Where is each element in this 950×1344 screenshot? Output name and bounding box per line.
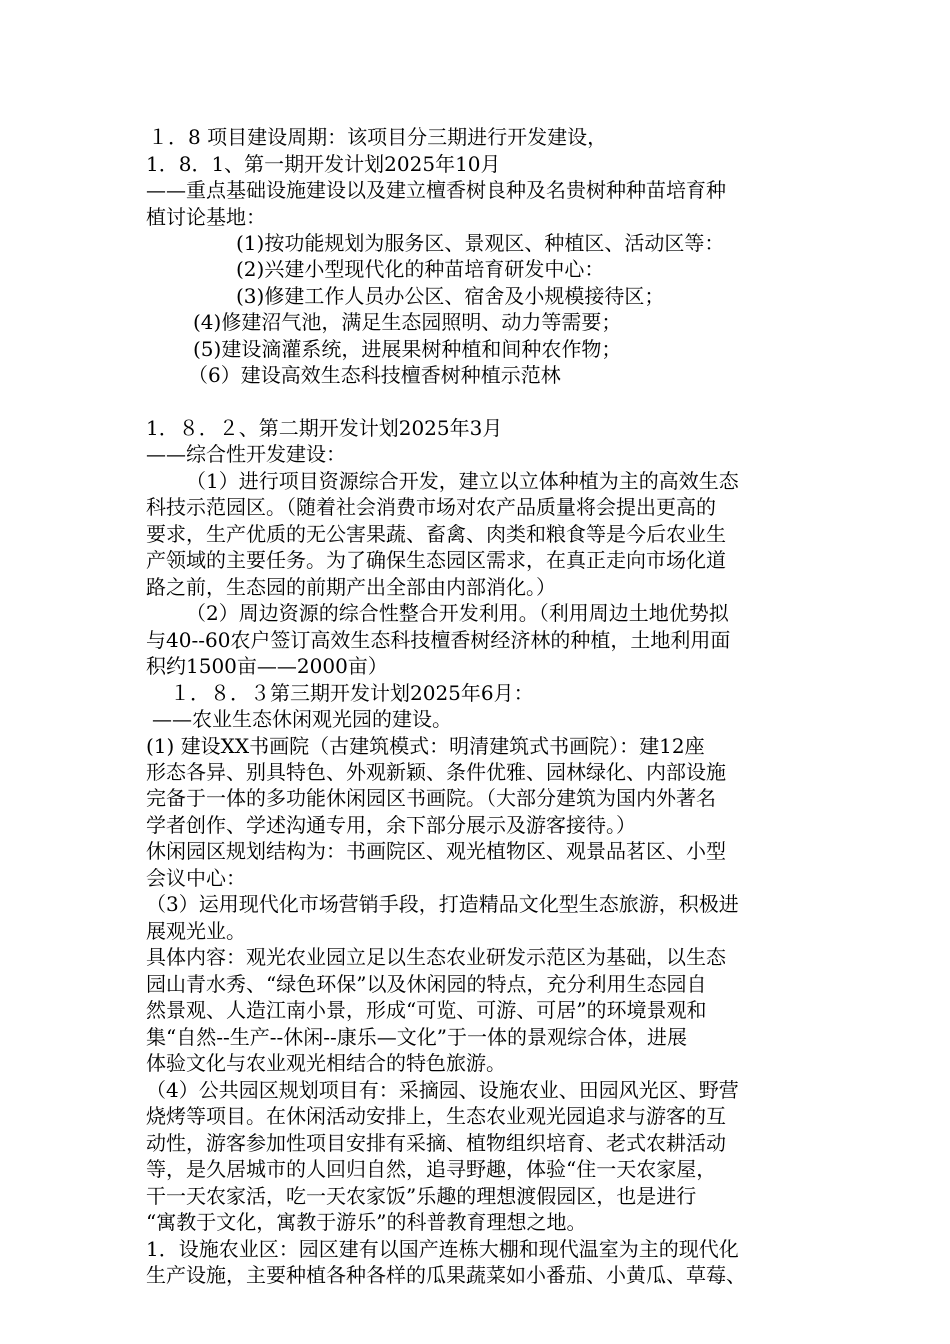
text-line: 然景观、人造江南小景，形成“可览、可游、可居”的环境景观和 (146, 998, 707, 1022)
text-line: 休闲园区规划结构为：书画院区、观光植物区、观景品茗区、小型 (146, 839, 726, 863)
text-line: 园山青水秀、“绿色环保”以及休闲园的特点，充分利用生态园自 (146, 972, 707, 996)
text-line: ——农业生态休闲观光园的建设。 (152, 707, 452, 731)
text-line: （2）周边资源的综合性整合开发利用。（利用周边土地优势拟 (186, 601, 729, 625)
text-line: （1）进行项目资源综合开发，建立以立体种植为主的高效生态 (186, 469, 739, 493)
text-line: 体验文化与农业观光相结合的特色旅游。 (146, 1051, 506, 1075)
text-line: 与40--60农户签订高效生态科技檀香树经济林的种植，土地利用面 (146, 628, 731, 652)
text-line: 集“自然--生产--休闲--康乐—文化”于一体的景观综合体，进展 (146, 1025, 687, 1049)
text-line: ——重点基础设施建设以及建立檀香树良种及名贵树种种苗培育种 (146, 178, 726, 202)
text-line: （6）建设高效生态科技檀香树种植示范林 (188, 363, 561, 387)
text-line: 具体内容：观光农业园立足以生态农业研发示范区为基础，以生态 (146, 945, 726, 969)
text-line: 科技示范园区。（随着社会消费市场对农产品质量将会提出更高的 (146, 495, 716, 519)
text-line: （4）公共园区规划项目有：采摘园、设施农业、田园风光区、野营 (146, 1078, 739, 1102)
text-line: 学者创作、学述沟通专用，余下部分展示及游客接待。） (146, 813, 636, 837)
text-line: 会议中心： (146, 866, 246, 890)
text-line: １．8 项目建设周期：该项目分三期进行开发建设， (148, 125, 608, 149)
text-line: 等，是久居城市的人回归自然，追寻野趣，体验“住一天农家屋， (146, 1157, 717, 1181)
text-line: (1) 建设XX书画院（古建筑模式：明清建筑式书画院）：建12座 (146, 734, 705, 758)
text-line: 展观光业。 (146, 919, 246, 943)
text-line: 路之前，生态园的前期产出全部由内部消化。） (146, 575, 556, 599)
text-line: （3）运用现代化市场营销手段，打造精品文化型生态旅游，积极进 (146, 892, 739, 916)
text-line: 干一天农家活，吃一天农家饭”乐趣的理想渡假园区，也是进行 (146, 1184, 697, 1208)
text-line: 植讨论基地： (146, 205, 266, 229)
text-line: (2)兴建小型现代化的种苗培育研发中心： (236, 257, 605, 281)
text-line: 形态各异、别具特色、外观新颖、条件优雅、园林绿化、内部设施 (146, 760, 726, 784)
text-line: (4)修建沼气池，满足生态园照明、动力等需要； (193, 310, 622, 334)
text-line: 产领域的主要任务。为了确保生态园区需求，在真正走向市场化道 (146, 548, 726, 572)
text-line: 动性，游客参加性项目安排有采摘、植物组织培育、老式农耕活动 (146, 1131, 726, 1155)
text-line: (1)按功能规划为服务区、景观区、种植区、活动区等： (236, 231, 725, 255)
text-line: 要求，生产优质的无公害果蔬、畜禽、肉类和粮食等是今后农业生 (146, 522, 726, 546)
text-line: ——综合性开发建设： (146, 442, 346, 466)
text-line: 1．８．２、第二期开发计划2025年3月 (146, 416, 503, 440)
text-line: 烧烤等项目。在休闲活动安排上，生态农业观光园追求与游客的互 (146, 1104, 726, 1128)
text-line: 完备于一体的多功能休闲园区书画院。（大部分建筑为国内外著名 (146, 786, 716, 810)
text-line: 积约1500亩——2000亩） (146, 654, 388, 678)
text-line: (5)建设滴灌系统，进展果树种植和间种农作物； (193, 337, 622, 361)
text-line: (3)修建工作人员办公区、宿舍及小规模接待区； (236, 284, 665, 308)
text-line: 1．8．1、第一期开发计划2025年10月 (146, 152, 501, 176)
text-line: “寓教于文化，寓教于游乐”的科普教育理想之地。 (146, 1210, 587, 1234)
text-line: 生产设施，主要种植各种各样的瓜果蔬菜如小番茄、小黄瓜、草莓、 (146, 1263, 746, 1287)
text-line: 1．设施农业区：园区建有以国产连栋大棚和现代温室为主的现代化 (146, 1237, 739, 1261)
text-line: １．８．３第三期开发计划2025年6月： (170, 681, 534, 705)
